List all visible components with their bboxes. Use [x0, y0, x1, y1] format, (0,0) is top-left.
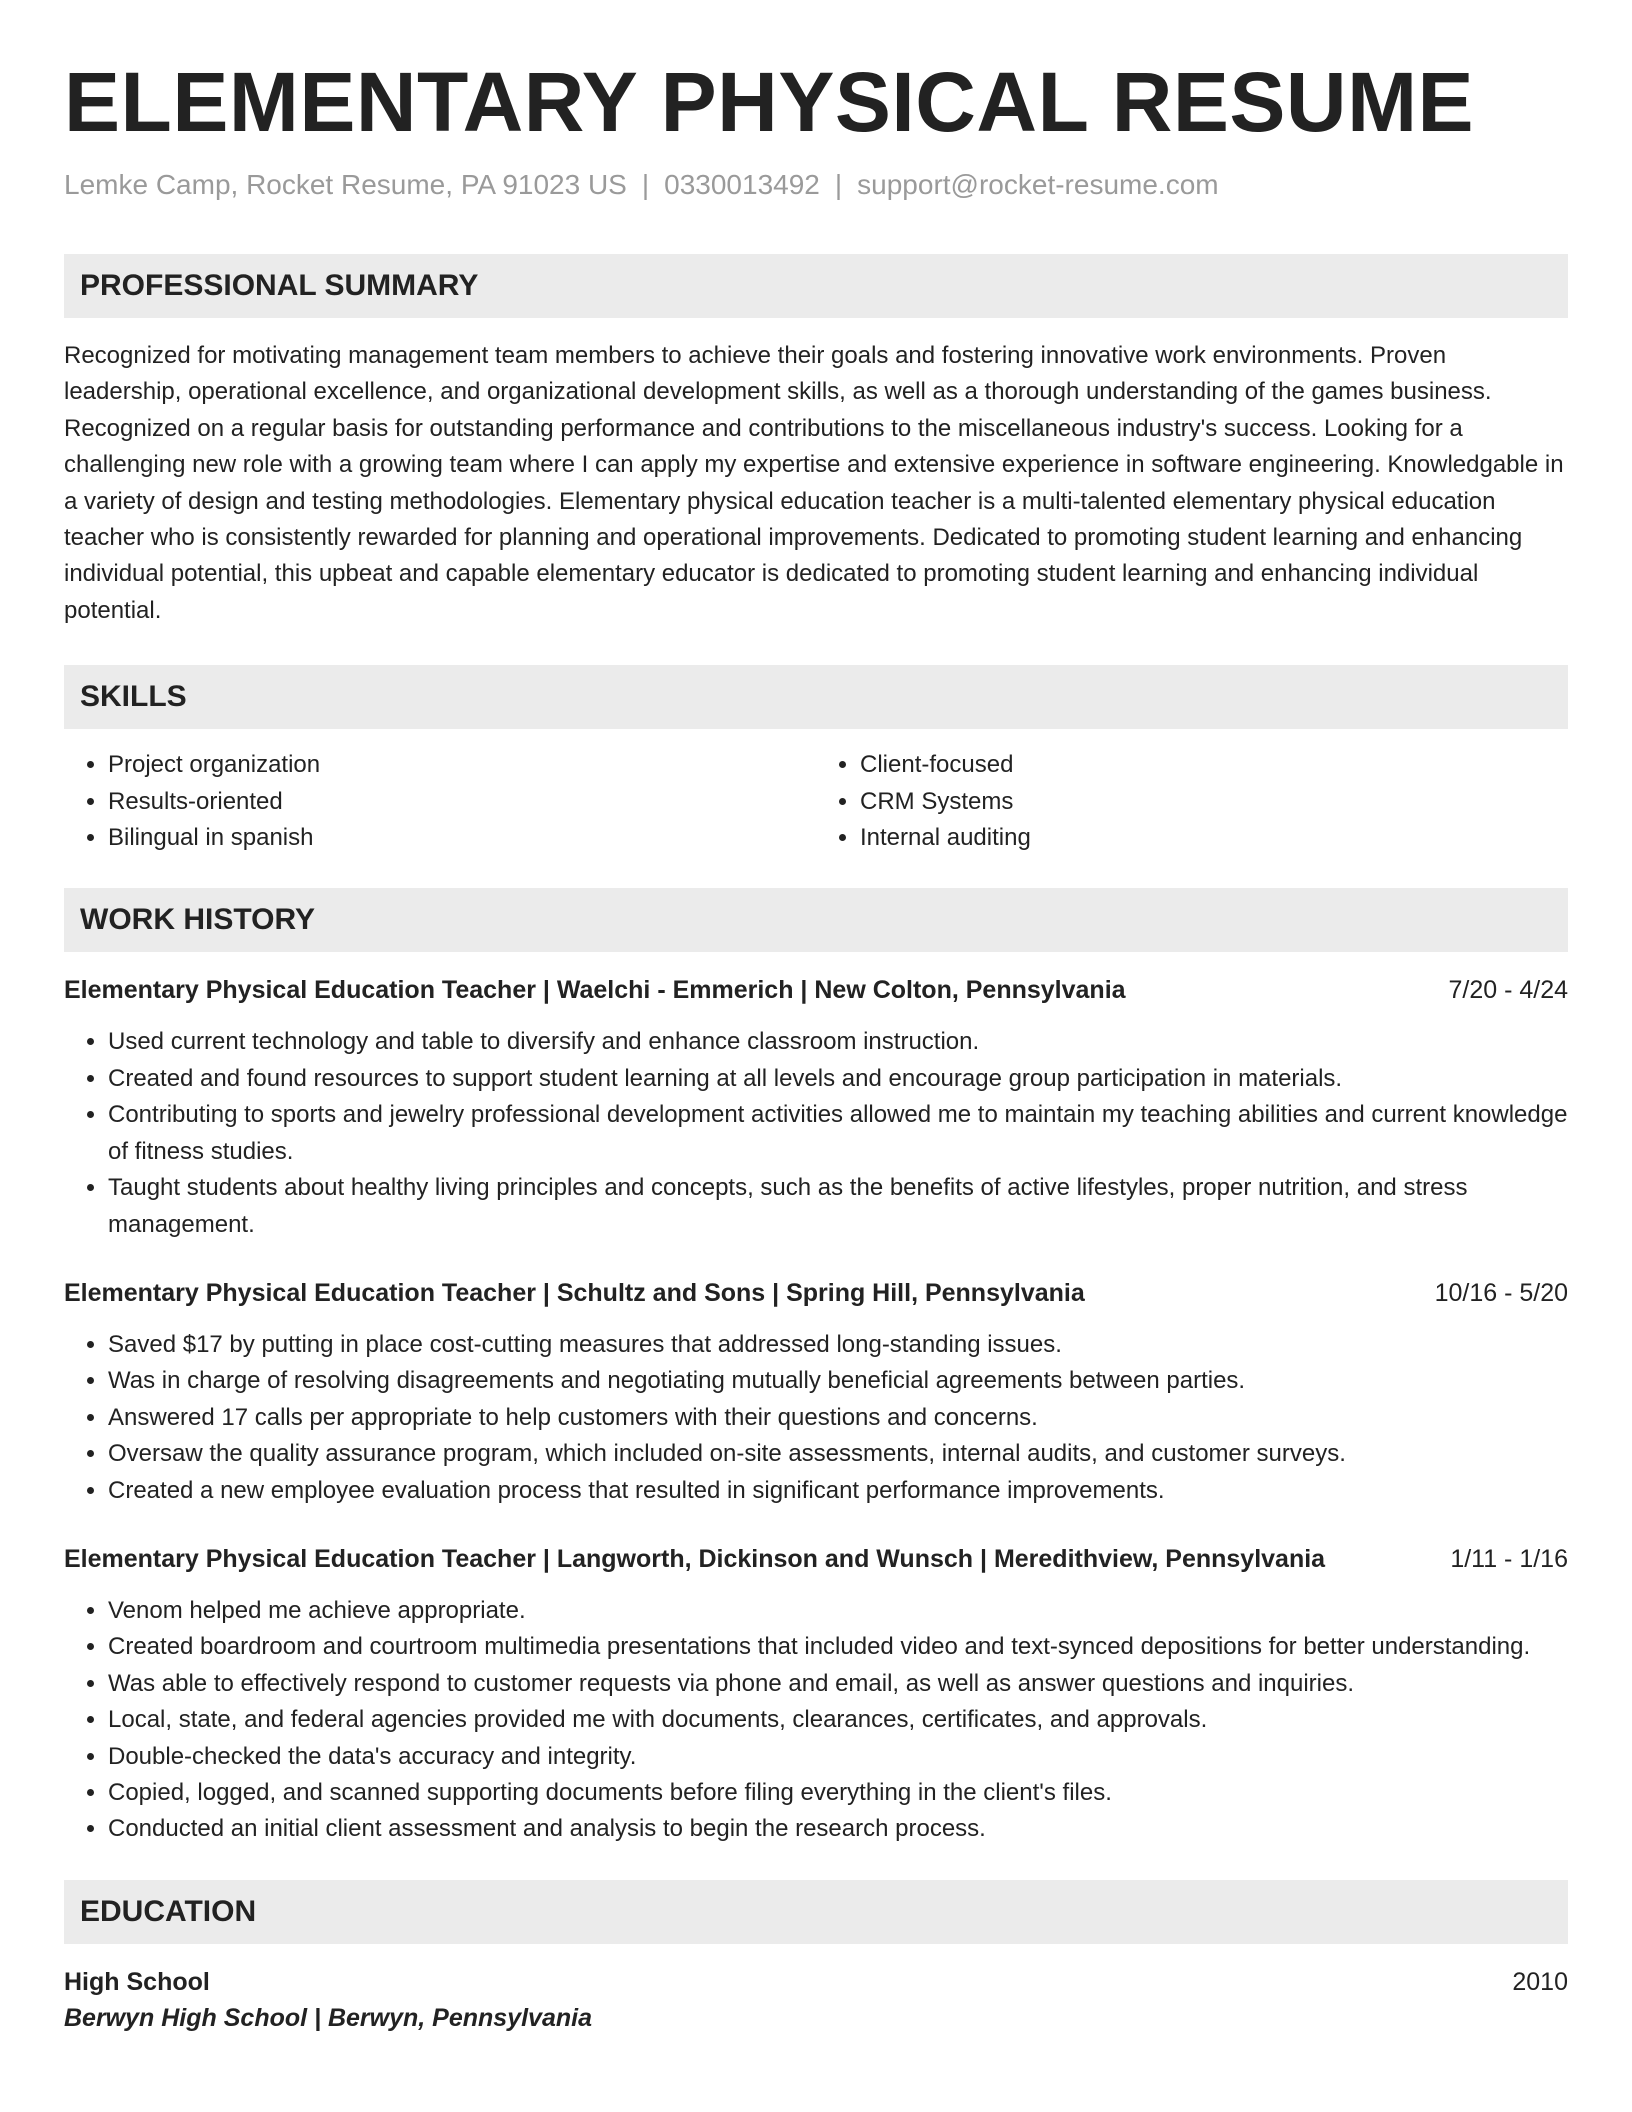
contact-phone: 0330013492 — [664, 169, 820, 200]
section-heading-summary: PROFESSIONAL SUMMARY — [64, 254, 1568, 318]
job-bullet: • Oversaw the quality assurance program, which included on-site assessments, internal audits, and customer surveys. — [108, 1436, 1568, 1472]
job-dates: 10/16 - 5/20 — [1434, 1278, 1568, 1307]
skill-item: • Project organization — [108, 747, 816, 783]
education-school: Berwyn High School | Berwyn, Pennsylvania — [64, 2003, 592, 2032]
job-bullets — [64, 1024, 1568, 1242]
education-header — [64, 1964, 1568, 2000]
job-bullet: • Was able to effectively respond to customer requests via phone and email, as well as answer questions and inquiries. — [108, 1666, 1568, 1702]
job-bullet: • Double-checked the data's accuracy and integrity. — [108, 1739, 1568, 1775]
skills-column-left — [64, 747, 816, 856]
job-bullet: • Saved $17 by putting in place cost-cutting measures that addressed long-standing issues. — [108, 1327, 1568, 1363]
job-dates: 1/11 - 1/16 — [1450, 1544, 1568, 1573]
job-bullets — [64, 1327, 1568, 1509]
job-bullet: • Was in charge of resolving disagreements and negotiating mutually beneficial agreements between parties. — [108, 1363, 1568, 1399]
job-bullet: • Local, state, and federal agencies provided me with documents, clearances, certificates, and approvals. — [108, 1702, 1568, 1738]
section-heading-skills: SKILLS — [64, 665, 1568, 729]
job-header — [64, 972, 1568, 1008]
job-bullet: • Created boardroom and courtroom multimedia presentations that included video and text-synced depositions for better understanding. — [108, 1629, 1568, 1665]
job-title: Elementary Physical Education Teacher | Schultz and Sons | Spring Hill, Pennsylvania — [64, 1278, 1085, 1307]
job-entry — [64, 1275, 1568, 1509]
contact-line — [64, 166, 1568, 204]
job-header — [64, 1541, 1568, 1577]
skill-item: • Internal auditing — [860, 820, 1568, 856]
section-heading-work: WORK HISTORY — [64, 888, 1568, 952]
job-bullet: • Copied, logged, and scanned supporting documents before filing everything in the client's files. — [108, 1775, 1568, 1811]
summary-text: Recognized for motivating management team members to achieve their goals and fostering innovative work environments. Proven leadership, operational excellence, and organizational development skills, as well as a thorough understanding of the games business. Recognized on a regular basis for outstanding performance and contributions to the miscellaneous industry's success. Looking for a challenging new role with a growing team where I can apply my expertise and extensive experience in software engineering. Knowledgable in a variety of design and testing methodologies. Elementary physical education teacher is a multi-talented elementary physical education teacher who is consistently rewarded for planning and operational improvements. Dedicated to promoting student learning and enhancing individual potential, this upbeat and capable elementary educator is dedicated to promoting student learning and enhancing individual potential. — [64, 342, 1564, 624]
job-bullet: • Created a new employee evaluation process that resulted in significant performance improvements. — [108, 1473, 1568, 1509]
skill-item: • Results-oriented — [108, 784, 816, 820]
skill-item: • Bilingual in spanish — [108, 820, 816, 856]
job-bullet: • Venom helped me achieve appropriate. — [108, 1593, 1568, 1629]
job-bullet: • Conducted an initial client assessment and analysis to begin the research process. — [108, 1811, 1568, 1847]
skills-column-right — [816, 747, 1568, 856]
contact-email[interactable]: support@rocket-resume.com — [857, 169, 1219, 200]
education-year: 2010 — [1512, 1967, 1568, 1996]
job-title: Elementary Physical Education Teacher | Langworth, Dickinson and Wunsch | Meredithview, Pennsylvania — [64, 1544, 1326, 1573]
job-bullet: • Taught students about healthy living principles and concepts, such as the benefits of active lifestyles, proper nutrition, and stress management. — [108, 1170, 1568, 1243]
job-dates: 7/20 - 4/24 — [1448, 976, 1568, 1005]
skill-item: • Client-focused — [860, 747, 1568, 783]
contact-separator: | — [834, 169, 843, 200]
job-bullet: • Contributing to sports and jewelry professional development activities allowed me to maintain my teaching abilities and current knowledge of fitness studies. — [108, 1097, 1568, 1170]
job-entry — [64, 972, 1568, 1242]
contact-address: Lemke Camp, Rocket Resume, PA 91023 US — [64, 169, 627, 200]
job-entry — [64, 1541, 1568, 1848]
job-bullets — [64, 1593, 1568, 1848]
resume-title: ELEMENTARY PHYSICAL RESUME — [64, 55, 1475, 149]
skills-grid — [64, 747, 1568, 856]
job-bullet: • Answered 17 calls per appropriate to help customers with their questions and concerns. — [108, 1400, 1568, 1436]
section-heading-education: EDUCATION — [64, 1880, 1568, 1944]
job-bullet: • Used current technology and table to diversify and enhance classroom instruction. — [108, 1024, 1568, 1060]
job-title: Elementary Physical Education Teacher | Waelchi - Emmerich | New Colton, Pennsylvania — [64, 976, 1126, 1005]
education-degree: High School — [64, 1967, 210, 1996]
skill-item: • CRM Systems — [860, 784, 1568, 820]
job-bullet: • Created and found resources to support student learning at all levels and encourage group participation in materials. — [108, 1061, 1568, 1097]
job-header — [64, 1275, 1568, 1311]
contact-separator: | — [641, 169, 650, 200]
